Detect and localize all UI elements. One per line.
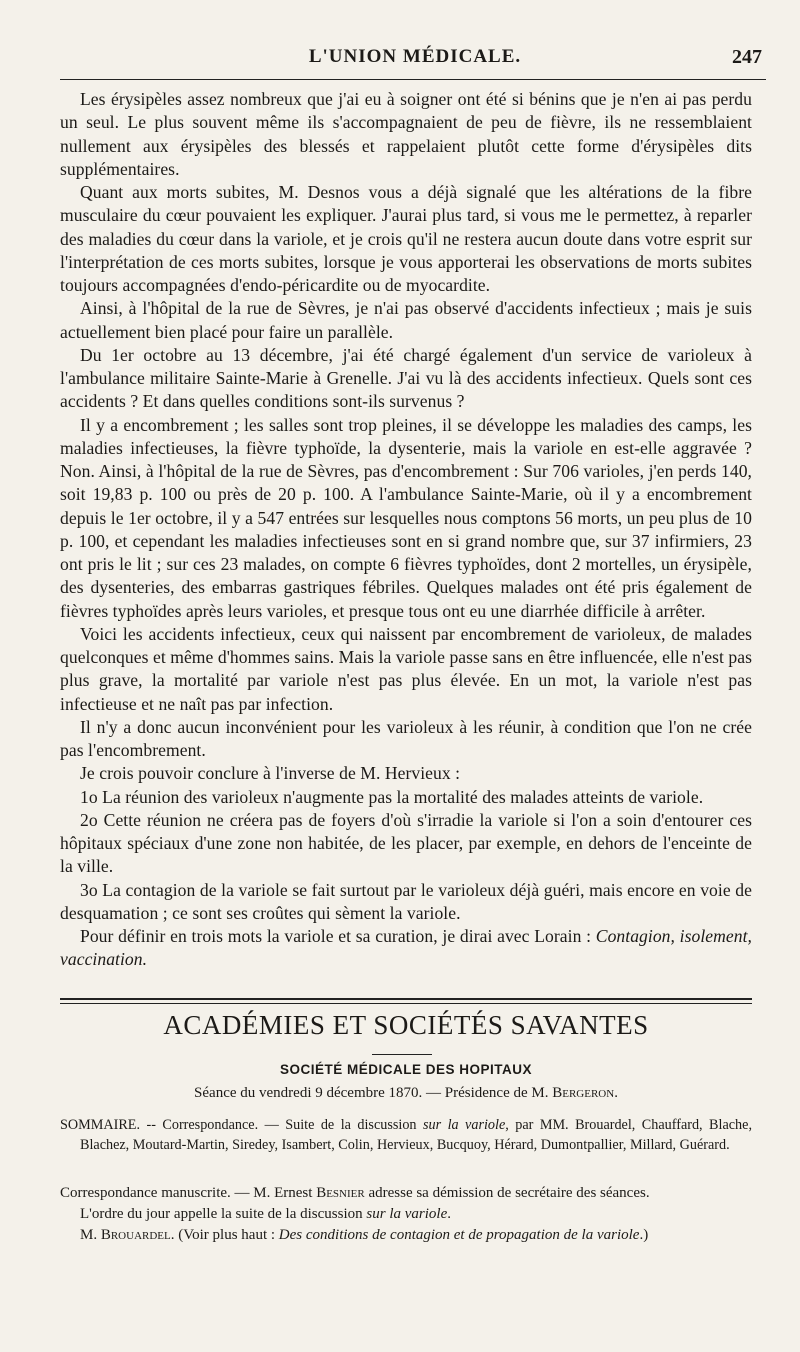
paragraph: Je crois pouvoir conclure à l'inverse de M. Hervieux : bbox=[80, 763, 461, 784]
society-name: SOCIÉTÉ MÉDICALE DES HOPITAUX bbox=[279, 1062, 533, 1077]
paragraph: 3o La contagion de la variole se fait surtout par le varioleux déjà guéri, mais encore en voie de desquamation ; ce sont ses croûtes qui sèment la variole. bbox=[60, 879, 752, 923]
paragraph: Les érysipèles assez nombreux que j'ai eu à soigner ont été si bénins que je n'en ai pas perdu un seul. Le plus souvent même ils s'accompagnaient de peu de fièvre, ils ne ressemblaient nullement aux érysipèles des blessés et rappelaient plutôt cette forme d'érysipèles dits supplémentaires. bbox=[60, 89, 752, 179]
summary bbox=[60, 1115, 752, 1155]
running-head: L'UNION MÉDICALE. bbox=[308, 46, 522, 67]
paragraph: Il n'y a donc aucun inconvénient pour les varioleux à les réunir, à condition que l'on ne crée pas l'encombrement. bbox=[60, 716, 752, 760]
section-title: ACADÉMIES ET SOCIÉTÉS SAVANTES bbox=[163, 1010, 649, 1040]
final-paragraph-italic: Contagion, isolement, vaccination. bbox=[60, 926, 753, 970]
final-paragraph bbox=[60, 925, 752, 972]
title-rule bbox=[372, 1054, 432, 1055]
brouardel-lead: . (Voir plus haut : bbox=[170, 1227, 279, 1243]
brouardel-italic: Des conditions de contagion et de propagation de la variole bbox=[278, 1227, 640, 1243]
paragraph: 1o La réunion des varioleux n'augmente pas la mortalité des malades atteints de variole. bbox=[80, 786, 704, 807]
paragraph: Il y a encombrement ; les salles sont trop pleines, il se développe les maladies des camps, les maladies infectieuses, la fièvre typhoïde, la dysenterie, mais la variole en est-elle aggravée ? Non. Ainsi, à l'hôpital de la rue de Sèvres, pas d'encombrement : Sur 706 varioles, j'en perds 140, soit 19,83 p. 100 ou près de 20 p. 100. A l'ambulance Sainte-Marie, où il y a encombrement depuis le 1er octobre, il y a 547 entrées sur lesquelles nous comptons 56 morts, un peu plus de 10 p. 100, et cependant les maladies infectieuses sont en si grand nombre que, sur 37 infirmiers, 23 ont pris le lit ; sur ces 23 malades, on compte 6 fièvres typhoïdes, dont 2 mortelles, un érysipèle, des dysenteries, des embarras gastriques fébriles. Quelques malades ont été pris également de fièvres typhoïdes après leurs varioles, et presque tous ont eu une diarrhée difficile à arrêter. bbox=[60, 414, 752, 621]
final-paragraph-text: Pour définir en trois mots la variole et sa curation, je dirai avec Lorain : bbox=[80, 926, 596, 946]
brouardel-tail: .) bbox=[639, 1227, 649, 1243]
summary-part-a: -- Correspondance. — Suite de la discussion bbox=[140, 1117, 423, 1133]
correspondence-lead: Correspondance manuscrite. — M. Ernest bbox=[60, 1185, 317, 1201]
section-divider bbox=[60, 998, 752, 1004]
paragraph: Voici les accidents infectieux, ceux qui naissent par encombrement de varioleux, de malades quelconques et même d'hommes sains. Mais la variole passe sans en être influencée, elle n'est pas plus grave, la mortalité par variole n'est pas plus élevée. En un mot, la variole n'est pas infectieuse et ne naît pas par infection. bbox=[60, 623, 752, 714]
summary-part-b: , par MM. Brouardel, Chauffard, Blache, Blachez, Moutard-Martin, Siredey, Isambert, Colin, Hervieux, Bucquoy, Hérard, Dumontpallier, Millard, Guérard. bbox=[80, 1117, 752, 1153]
besnier-name: Besnier bbox=[316, 1185, 365, 1201]
page-number: 247 bbox=[732, 46, 762, 68]
paragraph: Quant aux morts subites, M. Desnos vous a déjà signalé que les altérations de la fibre musculaire du cœur pouvaient les expliquer. J'aurai plus tard, si vous me le permettez, à reparler des maladies du cœur dans la variole, et je crois qu'il ne restera aucun doute dans votre esprit sur l'interprétation de ces morts subites, lorsque je vous apporterai les observations de morts subites toujours accompagnées d'endo-péricardite ou de myocardite. bbox=[60, 182, 752, 295]
proceedings bbox=[60, 1183, 752, 1246]
president-name: Bergeron bbox=[552, 1085, 615, 1101]
agenda-lead: L'ordre du jour appelle la suite de la discussion bbox=[80, 1206, 367, 1222]
summary-text bbox=[60, 1115, 752, 1155]
summary-italic: sur la variole bbox=[422, 1117, 506, 1133]
agenda-tail: . bbox=[447, 1206, 451, 1222]
paragraph: Ainsi, à l'hôpital de la rue de Sèvres, je n'ai pas observé d'accidents infectieux ; mais je suis actuellement bien placé pour faire un parallèle. bbox=[60, 298, 752, 342]
correspondence-paragraph bbox=[60, 1183, 752, 1204]
article-body bbox=[60, 88, 752, 972]
session-tail: . bbox=[614, 1085, 618, 1101]
header-rule bbox=[60, 79, 766, 80]
session-lead: Séance du vendredi 9 décembre 1870. — Présidence de M. bbox=[194, 1085, 553, 1101]
agenda-italic: sur la variole bbox=[366, 1206, 448, 1222]
correspondence-tail: adresse sa démission de secrétaire des séances. bbox=[364, 1185, 650, 1201]
page-header bbox=[60, 46, 770, 74]
brouardel-name: M. Brouardel bbox=[80, 1227, 171, 1243]
paragraph: Du 1er octobre au 13 décembre, j'ai été chargé également d'un service de varioleux à l'ambulance militaire Sainte-Marie à Grenelle. J'ai vu là des accidents infectieux. Quels sont ces accidents ? Et dans quelles conditions sont-ils survenus ? bbox=[60, 344, 752, 412]
paragraph: 2o Cette réunion ne créera pas de foyers d'où s'irradie la variole si l'on a soin d'entourer ces hôpitaux spéciaux d'une zone non habitée, de les placer, par exemple, en dehors de l'enceinte de la ville. bbox=[60, 809, 752, 877]
session-line bbox=[60, 1085, 752, 1102]
brouardel-paragraph bbox=[60, 1225, 752, 1246]
summary-label: SOMMAIRE. bbox=[60, 1117, 141, 1133]
agenda-paragraph bbox=[60, 1204, 752, 1225]
